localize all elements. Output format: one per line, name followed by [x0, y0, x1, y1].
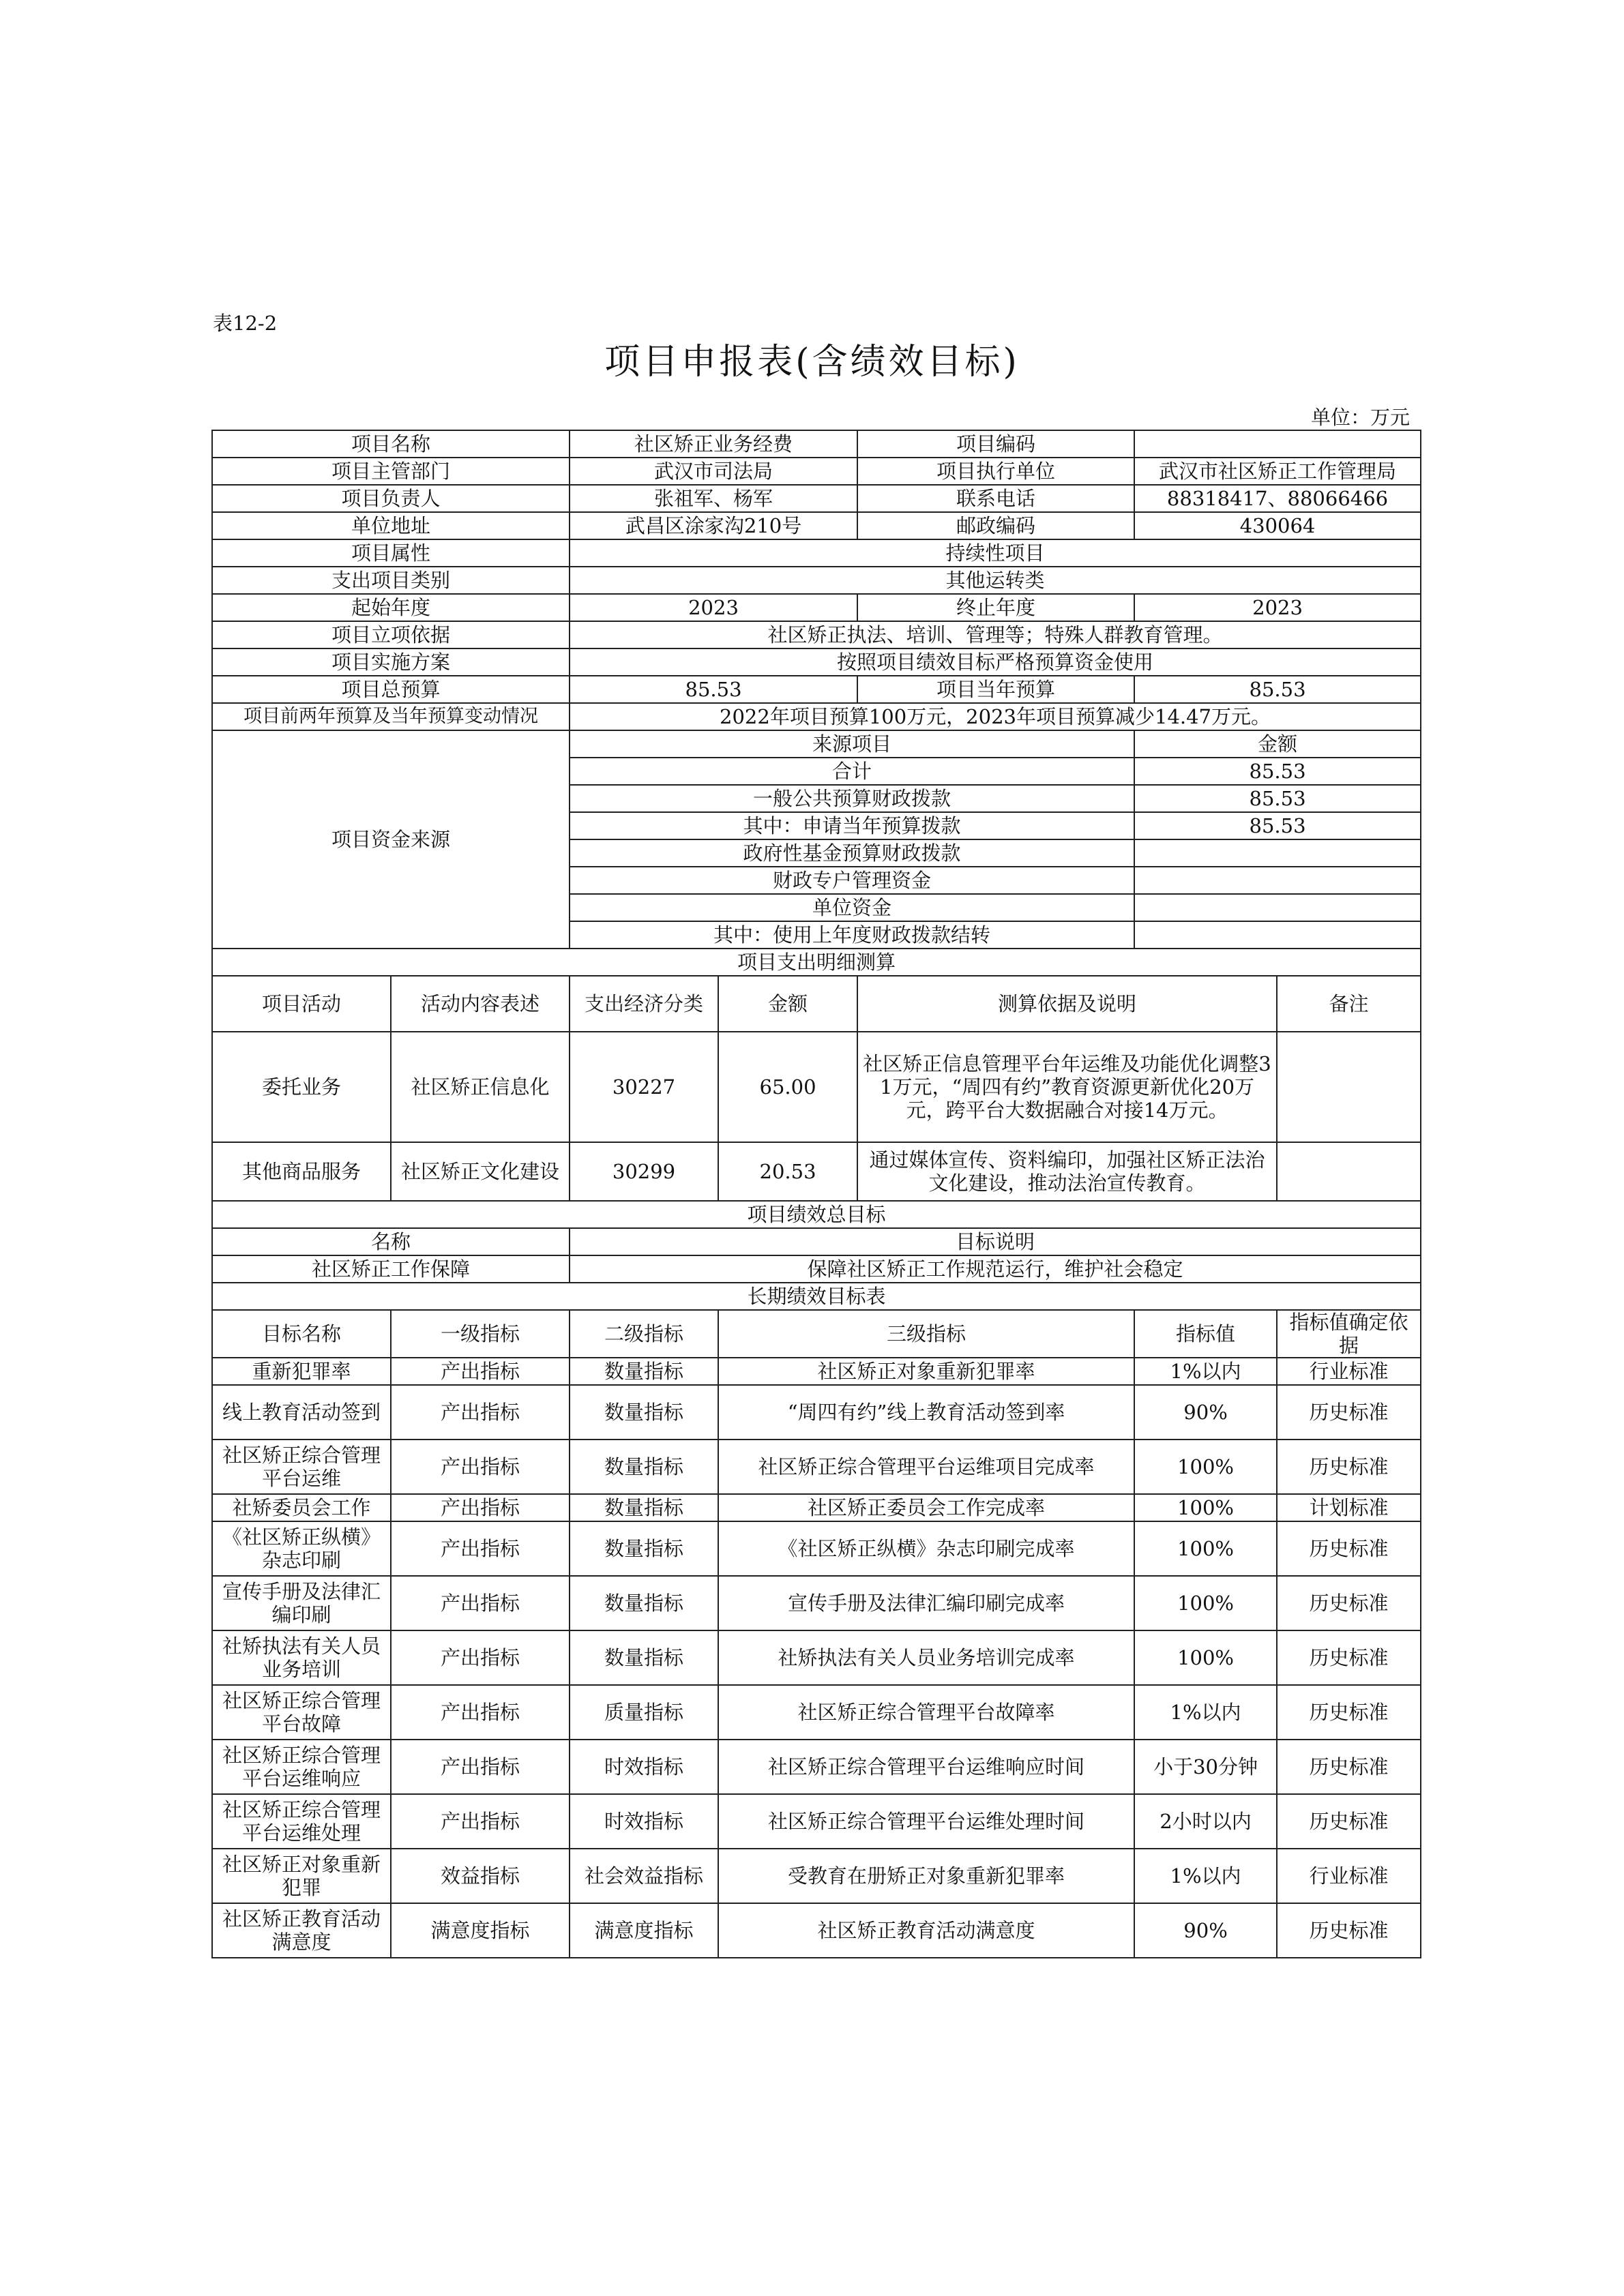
- longterm-col-l3: 三级指标: [718, 1310, 1134, 1358]
- funding-amount: [1134, 867, 1421, 894]
- label-exec-unit: 项目执行单位: [857, 458, 1134, 485]
- lt-basis: 历史标准: [1277, 1630, 1421, 1685]
- lt-level2: 质量指标: [570, 1685, 718, 1740]
- lt-target-name: 宣传手册及法律汇编印刷: [212, 1576, 391, 1630]
- value-start-year: 2023: [570, 594, 857, 621]
- lt-basis: 历史标准: [1277, 1576, 1421, 1630]
- lt-level1: 效益指标: [391, 1849, 570, 1903]
- lt-value: 1%以内: [1134, 1685, 1277, 1740]
- value-end-year: 2023: [1134, 594, 1421, 621]
- value-zip: 430064: [1134, 512, 1421, 539]
- funding-col-source: 来源项目: [570, 730, 1134, 758]
- lt-level3: 宣传手册及法律汇编印刷完成率: [718, 1576, 1134, 1630]
- row-category: [212, 567, 1421, 594]
- row-project-name: [212, 430, 1421, 458]
- lt-value: 100%: [1134, 1576, 1277, 1630]
- lt-level3: 社区矫正综合管理平台运维响应时间: [718, 1740, 1134, 1794]
- overall-row: [212, 1255, 1421, 1283]
- lt-level1: 产出指标: [391, 1440, 570, 1494]
- lt-level1: 产出指标: [391, 1385, 570, 1440]
- lt-target-name: 社区矫正综合管理平台运维响应: [212, 1740, 391, 1794]
- lt-value: 2小时以内: [1134, 1794, 1277, 1849]
- overall-header-row: [212, 1228, 1421, 1255]
- detail-col-econ: 支出经济分类: [570, 976, 718, 1032]
- funding-amount: 85.53: [1134, 785, 1421, 812]
- detail-note: [1277, 1142, 1421, 1201]
- label-owner: 项目负责人: [212, 485, 570, 512]
- detail-col-content: 活动内容表述: [391, 976, 570, 1032]
- longterm-row: [212, 1903, 1421, 1958]
- lt-value: 100%: [1134, 1630, 1277, 1685]
- lt-basis: 历史标准: [1277, 1794, 1421, 1849]
- funding-source-name: 合计: [570, 758, 1134, 785]
- label-phone: 联系电话: [857, 485, 1134, 512]
- label-department: 项目主管部门: [212, 458, 570, 485]
- lt-level3: 社区矫正综合管理平台运维项目完成率: [718, 1440, 1134, 1494]
- funding-source-name: 财政专户管理资金: [570, 867, 1134, 894]
- label-basis: 项目立项依据: [212, 621, 570, 648]
- lt-target-name: 社区矫正对象重新犯罪: [212, 1849, 391, 1903]
- lt-level3: 《社区矫正纵横》杂志印刷完成率: [718, 1521, 1134, 1576]
- row-owner: [212, 485, 1421, 512]
- longterm-col-l2: 二级指标: [570, 1310, 718, 1358]
- lt-target-name: 线上教育活动签到: [212, 1385, 391, 1440]
- detail-header-row: [212, 976, 1421, 1032]
- lt-level2: 时效指标: [570, 1794, 718, 1849]
- longterm-col-name: 目标名称: [212, 1310, 391, 1358]
- lt-level2: 数量指标: [570, 1385, 718, 1440]
- lt-target-name: 重新犯罪率: [212, 1358, 391, 1385]
- unit-label: 单位：万元: [1310, 406, 1410, 429]
- lt-target-name: 社区矫正综合管理平台故障: [212, 1685, 391, 1740]
- lt-level2: 数量指标: [570, 1358, 718, 1385]
- lt-basis: 历史标准: [1277, 1903, 1421, 1958]
- row-budget: [212, 676, 1421, 703]
- value-address: 武昌区涂家沟210号: [570, 512, 857, 539]
- lt-level2: 时效指标: [570, 1740, 718, 1794]
- lt-basis: 计划标准: [1277, 1494, 1421, 1521]
- page-title: 项目申报表(含绩效目标): [604, 342, 1020, 383]
- lt-level2: 满意度指标: [570, 1903, 718, 1958]
- funding-source-name: 政府性基金预算财政拨款: [570, 839, 1134, 867]
- longterm-row: [212, 1794, 1421, 1849]
- detail-econ: 30227: [570, 1032, 718, 1142]
- label-start-year: 起始年度: [212, 594, 570, 621]
- longterm-row: [212, 1576, 1421, 1630]
- label-end-year: 终止年度: [857, 594, 1134, 621]
- lt-level3: 受教育在册矫正对象重新犯罪率: [718, 1849, 1134, 1903]
- value-department: 武汉市司法局: [570, 458, 857, 485]
- label-attribute: 项目属性: [212, 539, 570, 567]
- lt-level3: 社区矫正对象重新犯罪率: [718, 1358, 1134, 1385]
- funding-amount: [1134, 921, 1421, 949]
- label-zip: 邮政编码: [857, 512, 1134, 539]
- label-total-budget: 项目总预算: [212, 676, 570, 703]
- longterm-row: [212, 1358, 1421, 1385]
- funding-amount: [1134, 894, 1421, 921]
- row-years: [212, 594, 1421, 621]
- value-plan: 按照项目绩效目标严格预算资金使用: [570, 648, 1421, 676]
- longterm-row: [212, 1740, 1421, 1794]
- funding-header-row: [212, 730, 1421, 758]
- detail-content: 社区矫正信息化: [391, 1032, 570, 1142]
- longterm-body: [212, 1358, 1421, 1958]
- funding-source-name: 其中：使用上年度财政拨款结转: [570, 921, 1134, 949]
- longterm-row: [212, 1630, 1421, 1685]
- label-current-budget: 项目当年预算: [857, 676, 1134, 703]
- value-basis: 社区矫正执法、培训、管理等；特殊人群教育管理。: [570, 621, 1421, 648]
- funding-amount: 85.53: [1134, 812, 1421, 839]
- lt-value: 90%: [1134, 1903, 1277, 1958]
- lt-level1: 产出指标: [391, 1740, 570, 1794]
- lt-basis: 历史标准: [1277, 1385, 1421, 1440]
- lt-level3: 社区矫正委员会工作完成率: [718, 1494, 1134, 1521]
- lt-basis: 历史标准: [1277, 1685, 1421, 1740]
- overall-name: 社区矫正工作保障: [212, 1255, 570, 1283]
- lt-value: 1%以内: [1134, 1358, 1277, 1385]
- label-plan: 项目实施方案: [212, 648, 570, 676]
- lt-basis: 历史标准: [1277, 1440, 1421, 1494]
- detail-content: 社区矫正文化建设: [391, 1142, 570, 1201]
- overall-desc: 保障社区矫正工作规范运行，维护社会稳定: [570, 1255, 1421, 1283]
- overall-col-desc: 目标说明: [570, 1228, 1421, 1255]
- detail-basis: 社区矫正信息管理平台年运维及功能优化调整31万元，“周四有约”教育资源更新优化20万元，跨平台大数据融合对接14万元。: [857, 1032, 1277, 1142]
- lt-level2: 数量指标: [570, 1576, 718, 1630]
- lt-target-name: 《社区矫正纵横》杂志印刷: [212, 1521, 391, 1576]
- lt-level1: 满意度指标: [391, 1903, 570, 1958]
- longterm-col-value: 指标值: [1134, 1310, 1277, 1358]
- lt-target-name: 社区矫正综合管理平台运维处理: [212, 1794, 391, 1849]
- section-title-longterm: 长期绩效目标表: [212, 1283, 1421, 1310]
- value-attribute: 持续性项目: [570, 539, 1421, 567]
- label-address: 单位地址: [212, 512, 570, 539]
- detail-col-amount: 金额: [718, 976, 857, 1032]
- detail-section-header: [212, 949, 1421, 976]
- lt-target-name: 社矫执法有关人员业务培训: [212, 1630, 391, 1685]
- document-id: 表12-2: [213, 312, 278, 335]
- lt-level1: 产出指标: [391, 1685, 570, 1740]
- row-department: [212, 458, 1421, 485]
- longterm-col-l1: 一级指标: [391, 1310, 570, 1358]
- row-basis: [212, 621, 1421, 648]
- longterm-section-header: [212, 1283, 1421, 1310]
- lt-basis: 历史标准: [1277, 1521, 1421, 1576]
- lt-target-name: 社矫委员会工作: [212, 1494, 391, 1521]
- lt-value: 1%以内: [1134, 1849, 1277, 1903]
- lt-level1: 产出指标: [391, 1576, 570, 1630]
- lt-level2: 数量指标: [570, 1494, 718, 1521]
- lt-basis: 行业标准: [1277, 1849, 1421, 1903]
- lt-target-name: 社区矫正综合管理平台运维: [212, 1440, 391, 1494]
- lt-level3: “周四有约”线上教育活动签到率: [718, 1385, 1134, 1440]
- lt-basis: 行业标准: [1277, 1358, 1421, 1385]
- longterm-row: [212, 1849, 1421, 1903]
- longterm-row: [212, 1385, 1421, 1440]
- detail-basis: 通过媒体宣传、资料编印，加强社区矫正法治文化建设，推动法治宣传教育。: [857, 1142, 1277, 1201]
- overall-col-name: 名称: [212, 1228, 570, 1255]
- funding-source-name: 其中：申请当年预算拨款: [570, 812, 1134, 839]
- lt-level1: 产出指标: [391, 1630, 570, 1685]
- longterm-row: [212, 1494, 1421, 1521]
- detail-col-activity: 项目活动: [212, 976, 391, 1032]
- lt-level1: 产出指标: [391, 1358, 570, 1385]
- detail-col-basis: 测算依据及说明: [857, 976, 1277, 1032]
- funding-source-name: 单位资金: [570, 894, 1134, 921]
- lt-value: 100%: [1134, 1440, 1277, 1494]
- row-attribute: [212, 539, 1421, 567]
- lt-level3: 社区矫正综合管理平台故障率: [718, 1685, 1134, 1740]
- longterm-row: [212, 1521, 1421, 1576]
- detail-activity: 其他商品服务: [212, 1142, 391, 1201]
- detail-row: [212, 1032, 1421, 1142]
- label-budget-change: 项目前两年预算及当年预算变动情况: [212, 703, 570, 730]
- detail-amount: 20.53: [718, 1142, 857, 1201]
- lt-level2: 数量指标: [570, 1630, 718, 1685]
- lt-level3: 社区矫正教育活动满意度: [718, 1903, 1134, 1958]
- label-project-code: 项目编码: [857, 430, 1134, 458]
- lt-level1: 产出指标: [391, 1494, 570, 1521]
- lt-level2: 数量指标: [570, 1521, 718, 1576]
- lt-value: 100%: [1134, 1494, 1277, 1521]
- funding-amount: 85.53: [1134, 758, 1421, 785]
- overall-section-header: [212, 1201, 1421, 1228]
- lt-level2: 数量指标: [570, 1440, 718, 1494]
- value-exec-unit: 武汉市社区矫正工作管理局: [1134, 458, 1421, 485]
- lt-basis: 历史标准: [1277, 1740, 1421, 1794]
- value-current-budget: 85.53: [1134, 676, 1421, 703]
- section-title-overall: 项目绩效总目标: [212, 1201, 1421, 1228]
- longterm-header-row: [212, 1310, 1421, 1358]
- lt-value: 小于30分钟: [1134, 1740, 1277, 1794]
- lt-level2: 社会效益指标: [570, 1849, 718, 1903]
- section-title-detail: 项目支出明细测算: [212, 949, 1421, 976]
- value-phone: 88318417、88066466: [1134, 485, 1421, 512]
- lt-target-name: 社区矫正教育活动满意度: [212, 1903, 391, 1958]
- lt-level1: 产出指标: [391, 1521, 570, 1576]
- lt-level3: 社矫执法有关人员业务培训完成率: [718, 1630, 1134, 1685]
- lt-value: 90%: [1134, 1385, 1277, 1440]
- funding-amount: [1134, 839, 1421, 867]
- row-budget-change: [212, 703, 1421, 730]
- funding-source-name: 一般公共预算财政拨款: [570, 785, 1134, 812]
- detail-econ: 30299: [570, 1142, 718, 1201]
- label-project-name: 项目名称: [212, 430, 570, 458]
- value-budget-change: 2022年项目预算100万元，2023年项目预算减少14.47万元。: [570, 703, 1421, 730]
- row-plan: [212, 648, 1421, 676]
- longterm-row: [212, 1685, 1421, 1740]
- longterm-col-basis: 指标值确定依据: [1277, 1310, 1421, 1358]
- value-category: 其他运转类: [570, 567, 1421, 594]
- longterm-row: [212, 1440, 1421, 1494]
- detail-amount: 65.00: [718, 1032, 857, 1142]
- funding-col-amount: 金额: [1134, 730, 1421, 758]
- detail-col-note: 备注: [1277, 976, 1421, 1032]
- lt-level1: 产出指标: [391, 1794, 570, 1849]
- project-application-table: [211, 430, 1421, 1958]
- value-project-code: [1134, 430, 1421, 458]
- row-address: [212, 512, 1421, 539]
- detail-activity: 委托业务: [212, 1032, 391, 1142]
- value-project-name: 社区矫正业务经费: [570, 430, 857, 458]
- lt-value: 100%: [1134, 1521, 1277, 1576]
- value-owner: 张祖军、杨军: [570, 485, 857, 512]
- detail-note: [1277, 1032, 1421, 1142]
- label-funding-source: 项目资金来源: [212, 730, 570, 949]
- label-category: 支出项目类别: [212, 567, 570, 594]
- value-total-budget: 85.53: [570, 676, 857, 703]
- detail-row: [212, 1142, 1421, 1201]
- lt-level3: 社区矫正综合管理平台运维处理时间: [718, 1794, 1134, 1849]
